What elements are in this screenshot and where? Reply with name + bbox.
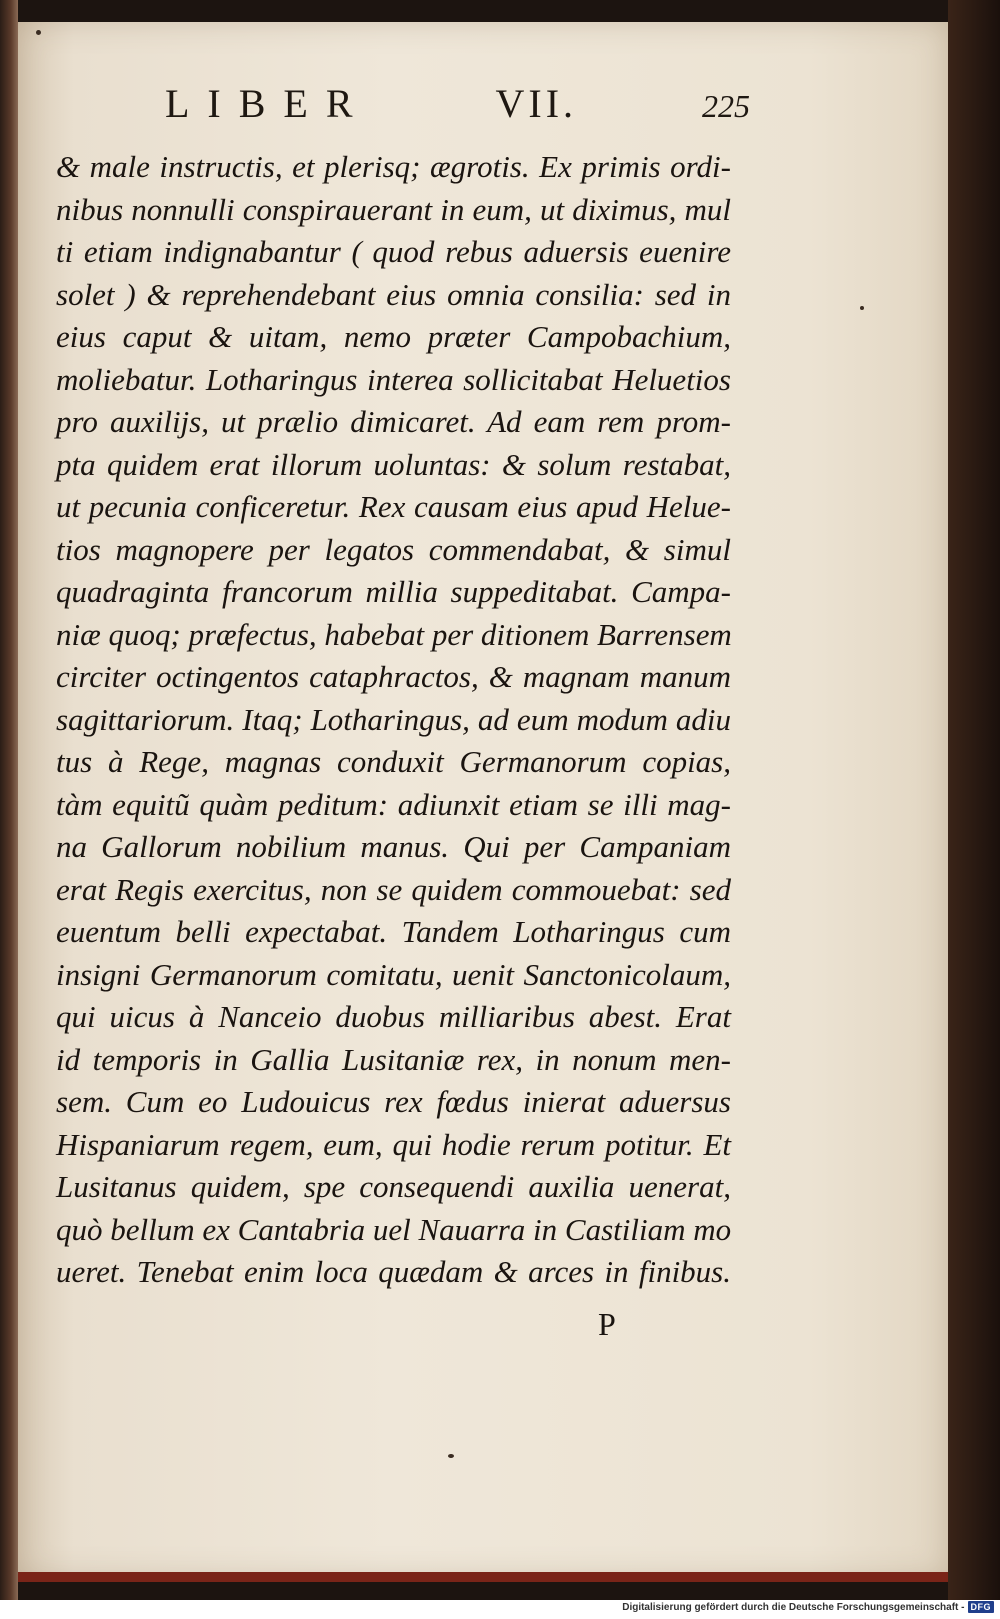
text-line: pro auxilijs, ut prælio dimicaret. Ad eam rem prom- bbox=[56, 404, 731, 439]
signature-mark: P bbox=[598, 1306, 616, 1342]
text-line: euentum belli expectabat. Tandem Lotharingus cum bbox=[56, 914, 731, 949]
text-line: ut pecunia conficeretur. Rex causam eius apud Helue- bbox=[56, 489, 731, 524]
text-line: Hispaniarum regem, eum, qui hodie rerum potitur. Et bbox=[56, 1126, 731, 1162]
text-line: erat Regis exercitus, non se quidem commouebat: sed bbox=[56, 871, 731, 907]
body-text bbox=[56, 146, 731, 1294]
paper-speck bbox=[860, 306, 864, 310]
text-line: qui uicus à Nanceio duobus milliaribus abest. Erat bbox=[56, 999, 731, 1034]
text-line: ueret. Tenebat enim loca quædam & arces in finibus. bbox=[56, 1254, 731, 1289]
running-head bbox=[165, 80, 750, 140]
text-line: pta quidem erat illorum uoluntas: & solum restabat, bbox=[56, 446, 731, 482]
text-line: na Gallorum nobilium manus. Qui per Campaniam bbox=[56, 829, 731, 864]
text-line: sagittariorum. Itaq; Lotharingus, ad eum modum adiu bbox=[56, 701, 731, 737]
dfg-logo: DFG bbox=[968, 1601, 995, 1613]
text-line: quò bellum ex Cantabria uel Nauarra in Castiliam mo bbox=[56, 1211, 732, 1247]
text-line: circiter octingentos cataphractos, & magnam manum bbox=[56, 659, 731, 694]
text-line: moliebatur. Lotharingus interea sollicitabat Heluetios bbox=[56, 361, 731, 397]
paper-speck bbox=[36, 30, 41, 35]
running-head-liber: LIBER bbox=[165, 81, 371, 126]
page-bottom-edge bbox=[18, 1572, 948, 1582]
text-line: insigni Germanorum comitatu, uenit Sanctonicolaum, bbox=[56, 956, 731, 992]
footer-credit bbox=[622, 1601, 994, 1613]
text-line: tàm equitũ quàm peditum: adiunxit etiam se illi mag- bbox=[56, 786, 731, 822]
text-line: ti etiam indignabantur ( quod rebus aduersis euenire bbox=[56, 234, 731, 269]
text-line: niæ quoq; præfectus, habebat per ditionem Barrensem bbox=[56, 616, 732, 652]
text-line: solet ) & reprehendebant eius omnia consilia: sed in bbox=[56, 276, 731, 312]
text-line: eius caput & uitam, nemo præter Campobachium, bbox=[56, 319, 731, 354]
footer-credit-text: Digitalisierung gefördert durch die Deutsche Forschungsgemeinschaft - bbox=[622, 1601, 965, 1613]
text-line: nibus nonnulli conspirauerant in eum, ut diximus, mul bbox=[56, 191, 731, 227]
text-line: tios magnopere per legatos commendabat, & simul bbox=[56, 531, 731, 567]
text-line: id temporis in Gallia Lusitaniæ rex, in nonum men- bbox=[56, 1041, 731, 1077]
scan-border-right bbox=[948, 0, 1000, 1600]
text-line: tus à Rege, magnas conduxit Germanorum copias, bbox=[56, 744, 731, 779]
text-line: Lusitanus quidem, spe consequendi auxilia uenerat, bbox=[56, 1169, 731, 1204]
text-line: & male instructis, et plerisq; ægrotis. Ex primis ordi- bbox=[56, 149, 731, 184]
text-line: quadraginta francorum millia suppeditabat. Campa- bbox=[56, 574, 731, 609]
text-line: sem. Cum eo Ludouicus rex fœdus inierat aduersus bbox=[56, 1084, 731, 1119]
paper-speck bbox=[448, 1454, 454, 1458]
running-head-book-number: VII. bbox=[495, 81, 578, 126]
page-number: 225 bbox=[701, 88, 750, 124]
binding-edge bbox=[0, 0, 18, 1600]
